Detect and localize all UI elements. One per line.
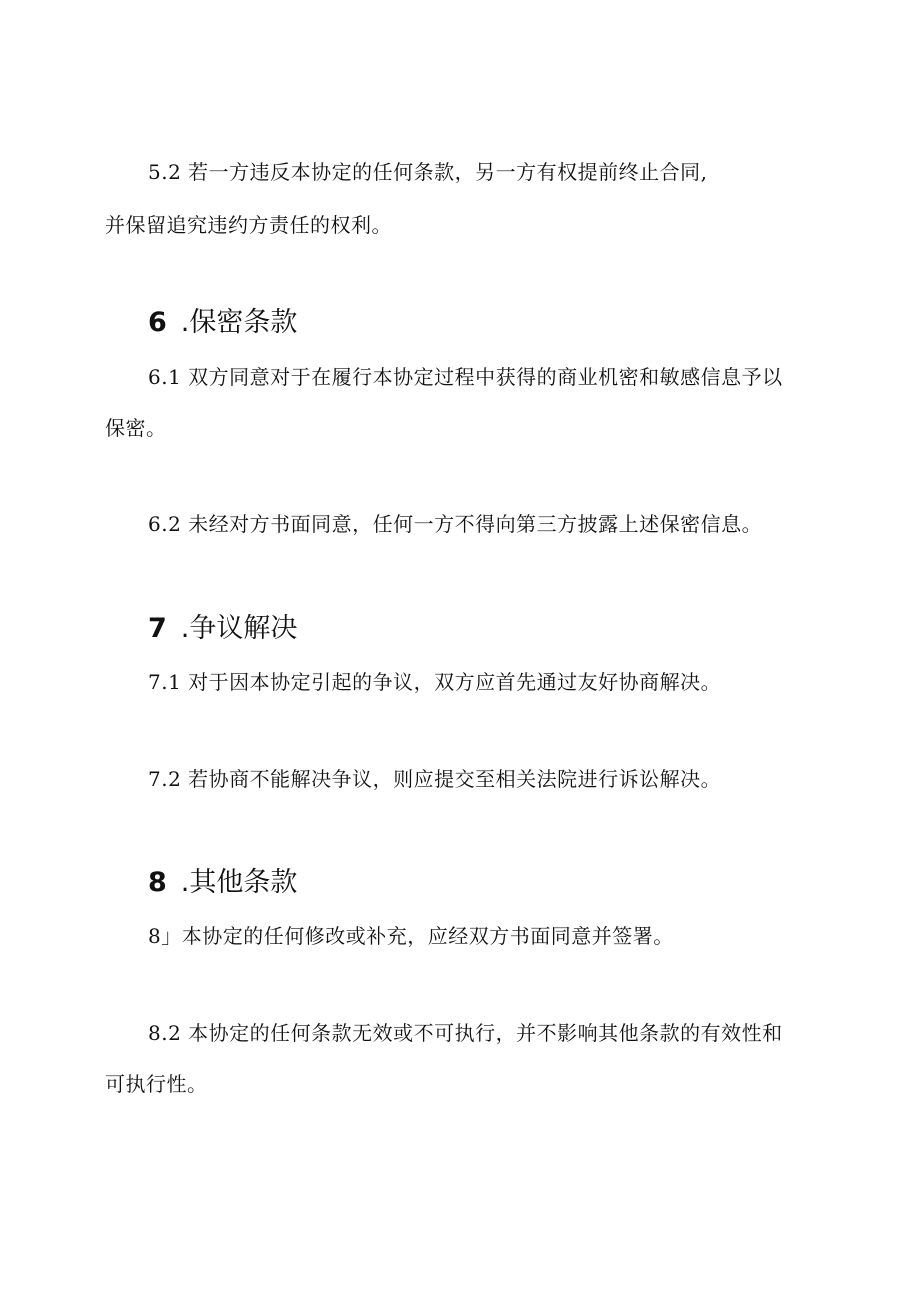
clause-5-2-line-1: 5.2 若一方违反本协定的任何条款，另一方有权提前终止合同, xyxy=(148,160,708,184)
clause-8-1-line-1: 8」本协定的任何修改或补充，应经双方书面同意并签署。 xyxy=(148,924,674,948)
clause-6-1-line-1: 6.1 双方同意对于在履行本协定过程中获得的商业机密和敏感信息予以 xyxy=(148,365,783,389)
clause-5-2-line-2: 并保留追究违约方责任的权利。 xyxy=(105,213,392,237)
section-6-heading xyxy=(148,307,297,339)
clause-7-2-line-1: 7.2 若协商不能解决争议，则应提交至相关法院进行诉讼解决。 xyxy=(148,767,722,791)
clause-7-1-line-1: 7.1 对于因本协定引起的争议，双方应首先通过友好协商解决。 xyxy=(148,670,722,694)
section-7-number: 7 xyxy=(148,613,167,644)
section-7-heading xyxy=(148,613,297,645)
section-8-number: 8 xyxy=(148,867,167,898)
section-8-heading xyxy=(148,867,297,899)
section-8-title: .其他条款 xyxy=(180,867,298,898)
section-6-number: 6 xyxy=(148,307,167,338)
section-6-title: .保密条款 xyxy=(180,307,298,338)
clause-8-2-line-2: 可执行性。 xyxy=(105,1072,208,1096)
clause-6-1-line-2: 保密。 xyxy=(105,416,167,440)
clause-8-2-line-1: 8.2 本协定的任何条款无效或不可执行，并不影响其他条款的有效性和 xyxy=(148,1021,783,1045)
section-7-title: .争议解决 xyxy=(180,613,298,644)
clause-6-2-line-1: 6.2 未经对方书面同意，任何一方不得向第三方披露上述保密信息。 xyxy=(148,512,763,536)
